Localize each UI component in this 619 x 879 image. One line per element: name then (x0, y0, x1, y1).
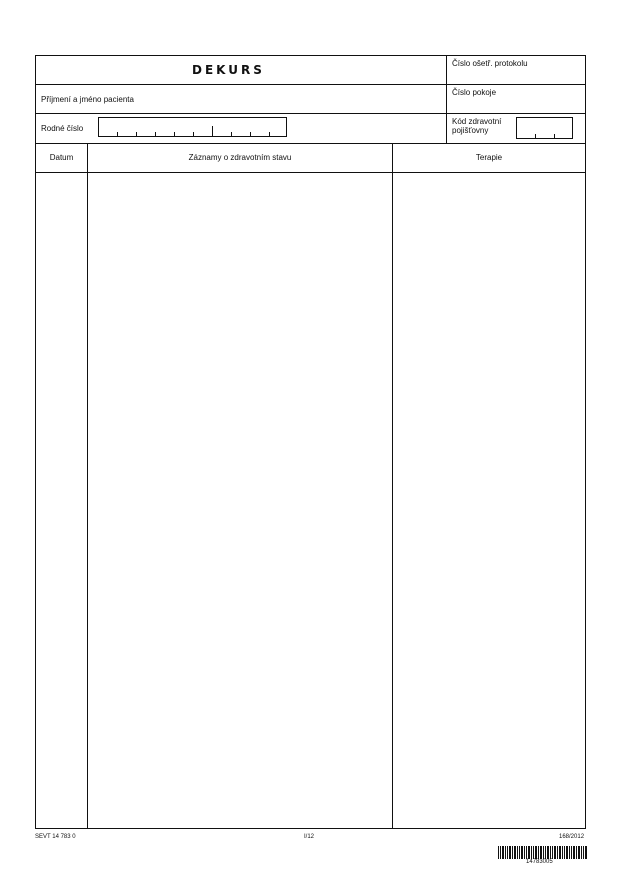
header-row-divider-3 (35, 143, 586, 144)
protocol-number-label: Číslo ošetř. protokolu (452, 59, 528, 68)
birth-number-tick (250, 132, 251, 136)
frame-top-border (35, 55, 586, 56)
records-column-area[interactable] (88, 173, 392, 828)
barcode (498, 846, 587, 859)
barcode-number: 14783005 (526, 859, 553, 865)
header-row-divider-1 (35, 84, 586, 85)
birth-number-field[interactable] (98, 117, 287, 137)
insurance-code-tick (554, 134, 555, 138)
birth-number-separator-tick (212, 126, 213, 136)
footer-edition: I/12 (304, 834, 315, 840)
footer-year: 168/2012 (559, 834, 585, 840)
insurance-code-label-line1: Kód zdravotní (452, 117, 502, 126)
insurance-code-field[interactable] (516, 117, 573, 139)
birth-number-label: Rodné číslo (41, 124, 84, 133)
footer-form-code: SEVT 14 783 0 (35, 834, 76, 840)
birth-number-tick (117, 132, 118, 136)
insurance-code-tick (535, 134, 536, 138)
frame-bottom-border (35, 828, 586, 829)
header-vertical-divider (446, 55, 447, 143)
room-number-label: Číslo pokoje (452, 88, 497, 97)
datum-column-area[interactable] (36, 173, 87, 828)
header-row-divider-2 (35, 113, 586, 114)
therapy-column-area[interactable] (393, 173, 585, 828)
column-header-records: Záznamy o zdravotním stavu (188, 153, 292, 162)
patient-name-label: Příjmení a jméno pacienta (41, 95, 134, 104)
form-title: DEKURS (192, 63, 265, 77)
birth-number-tick (155, 132, 156, 136)
birth-number-tick (231, 132, 232, 136)
birth-number-tick (193, 132, 194, 136)
birth-number-tick (136, 132, 137, 136)
column-header-datum: Datum (49, 153, 74, 162)
birth-number-tick (174, 132, 175, 136)
insurance-code-label-line2: pojišťovny (452, 126, 489, 135)
column-header-therapy: Terapie (475, 153, 503, 162)
birth-number-tick (269, 132, 270, 136)
